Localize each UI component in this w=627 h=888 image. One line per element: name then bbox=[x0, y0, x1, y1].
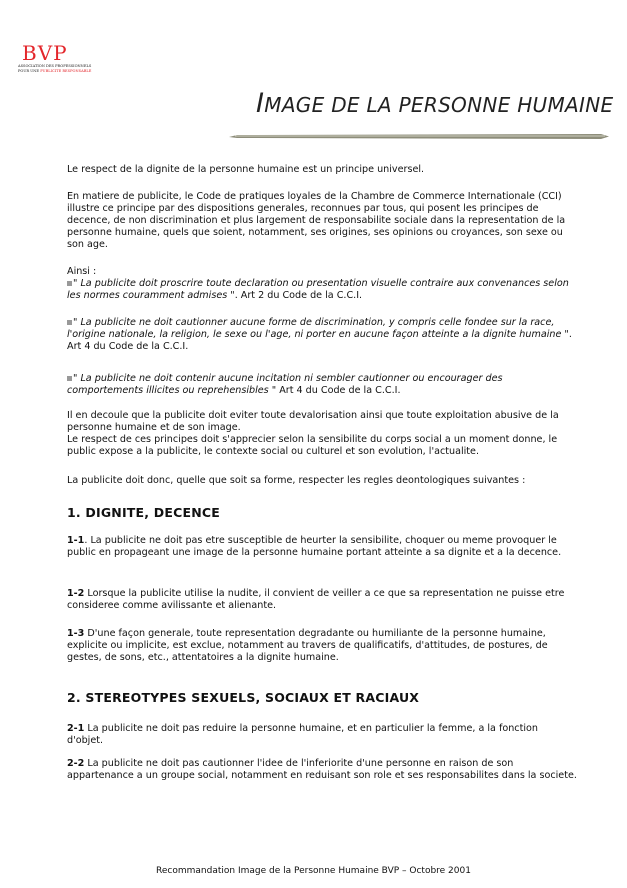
rule-2-1 bbox=[67, 723, 577, 747]
section-heading-1: 1. DIGNITE, DECENCE bbox=[67, 505, 220, 520]
title-initial: I bbox=[256, 88, 265, 119]
logo-brand: BVP bbox=[22, 41, 68, 65]
quote-ref: Art 4 du Code de la C.C.I. bbox=[276, 385, 401, 396]
rule-number: 1-2 bbox=[67, 588, 85, 599]
page-title bbox=[256, 88, 613, 119]
quote-2 bbox=[67, 317, 577, 353]
rule-number: 2-2 bbox=[67, 758, 85, 769]
rule-sep: . bbox=[84, 535, 91, 546]
logo-line2 bbox=[18, 69, 98, 74]
title-rest: MAGE DE LA PERSONNE HUMAINE bbox=[264, 93, 614, 117]
rule-number: 1-3 bbox=[67, 628, 85, 639]
bullet-icon bbox=[67, 281, 72, 286]
page-footer: Recommandation Image de la Personne Humaine BVP – Octobre 2001 bbox=[156, 866, 471, 876]
intro-paragraph-2 bbox=[67, 191, 577, 251]
quote-ref: . Art 2 du Code de la C.C.I. bbox=[234, 290, 363, 301]
quote-text: " La publicite doit proscrire toute declaration ou presentation visuelle contraire aux convenances selon les normes couramment admises " bbox=[67, 278, 569, 301]
rule-text: La publicite ne doit pas etre susceptible de heurter la sensibilite, choquer ou meme provoquer le public en propageant une image de la personne humaine portant atteinte a sa dignite et a la decence. bbox=[67, 535, 562, 558]
donc-paragraph: La publicite doit donc, quelle que soit sa forme, respecter les regles deontologiques suivantes : bbox=[67, 475, 526, 486]
logo-line2-prefix: POUR UNE bbox=[18, 69, 41, 73]
intro-text-2: En matiere de publicite, le Code de pratiques loyales de la Chambre de Commerce Internationale (CCI) illustre ce principe par des dispositions generales, reconnues par tous, qui posent les principes de decence, de non discrimination et plus largement de responsabilite sociale dans la representation de la personne humaine, quels que soient, notamment, ses origines, ses opinions ou croyances, son sexe ou son age. bbox=[67, 191, 566, 250]
bullet-icon bbox=[67, 320, 72, 325]
rule-text: D'une façon generale, toute representation degradante ou humiliante de la personne humaine, explicite ou implicite, est exclue, notamment au travers de qualificatifs, d'attitudes, de postures, de gestes, de sons, etc., attentatoires a la dignite humaine. bbox=[67, 628, 548, 663]
quote-3 bbox=[67, 373, 577, 397]
bullet-icon bbox=[67, 376, 72, 381]
rule-number: 2-1 bbox=[67, 723, 85, 734]
decoule-text-2: Le respect de ces principes doit s'apprecier selon la sensibilite du corps social a un moment donne, le public expose a la publicite, le contexte social ou culturel et son evolution, l'actualite. bbox=[67, 434, 558, 457]
logo-line2-accent: PUBLICITE RESPONSABLE bbox=[40, 69, 92, 73]
section-heading-2: 2. STEREOTYPES SEXUELS, SOCIAUX ET RACIAUX bbox=[67, 690, 420, 705]
rule-text: La publicite ne doit pas cautionner l'idee de l'inferiorite d'une personne en raison de son appartenance a un groupe social, notamment en reduisant son role et ses responsabilites dans la societe. bbox=[67, 758, 577, 781]
intro-text-1: Le respect de la dignite de la personne humaine est un principe universel. bbox=[67, 164, 425, 175]
ainsi-label: Ainsi : bbox=[67, 266, 97, 277]
quote-1 bbox=[67, 278, 577, 302]
rule-text: Lorsque la publicite utilise la nudite, il convient de veiller a ce que sa representation ne puisse etre consideree comme avilissante et alienante. bbox=[67, 588, 565, 611]
rule-1-2 bbox=[67, 588, 577, 612]
quote-text: " La publicite ne doit cautionner aucune forme de discrimination, y compris celle fondee sur la race, l'origine nationale, la religion, le sexe ou l'age, ni porter en aucune façon atteinte a la dignite humaine " bbox=[67, 317, 569, 340]
quote-text: " La publicite ne doit contenir aucune incitation ni sembler cautionner ou encourager des comportements illicites ou reprehensibles " bbox=[67, 373, 503, 396]
title-rule bbox=[229, 133, 609, 140]
rule-text: La publicite ne doit pas reduire la personne humaine, et en particulier la femme, a la fonction d'objet. bbox=[67, 723, 538, 746]
logo-line1: ASSOCIATION DES PROFESSIONNELS bbox=[18, 64, 92, 68]
rule-1-3 bbox=[67, 628, 577, 664]
decoule-paragraph bbox=[67, 410, 577, 458]
bvp-logo bbox=[18, 42, 98, 74]
rule-2-2 bbox=[67, 758, 577, 782]
intro-paragraph-1 bbox=[67, 164, 577, 176]
decoule-text-1: Il en decoule que la publicite doit eviter toute devalorisation ainsi que toute exploitation abusive de la personne humaine et de son image. bbox=[67, 410, 559, 433]
rule-number: 1-1 bbox=[67, 535, 85, 546]
quote-ref: . Art 4 du Code de la C.C.I. bbox=[67, 329, 572, 352]
rule-1-1 bbox=[67, 535, 577, 559]
